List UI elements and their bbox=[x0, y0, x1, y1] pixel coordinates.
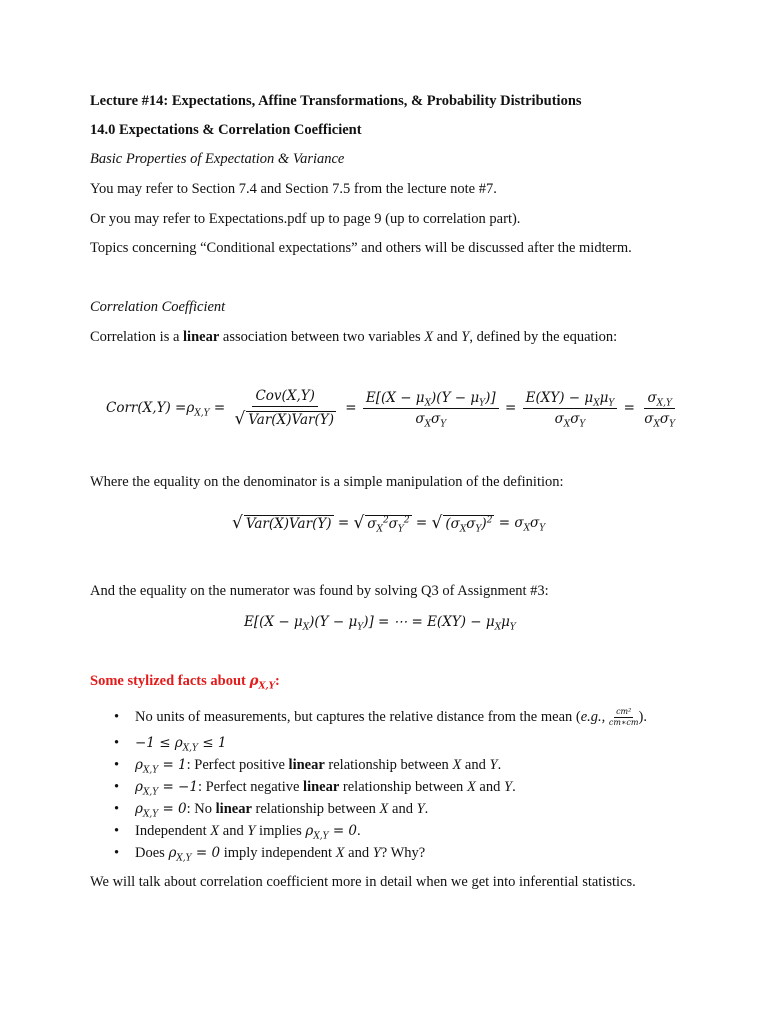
list-item bbox=[90, 702, 647, 732]
bullet-icon: • bbox=[114, 801, 120, 817]
implies-text: implies bbox=[255, 823, 306, 839]
subsection-title: Basic Properties of Expectation & Variance bbox=[90, 151, 345, 167]
relationship-text: relationship between bbox=[251, 801, 380, 817]
bullet-icon: • bbox=[114, 709, 120, 725]
variable-x: X bbox=[335, 845, 345, 861]
list-item: • Independent X and Y implies $\rho_{X,Y} = 0$. bbox=[90, 820, 647, 842]
definition-middle: association between two variables bbox=[219, 329, 425, 345]
facts-list bbox=[90, 702, 647, 864]
variable-y: Y bbox=[461, 329, 470, 345]
variable-y: Y bbox=[416, 801, 425, 817]
linear-bold: linear bbox=[215, 801, 252, 817]
definition-and: and bbox=[433, 329, 462, 345]
intro-line-1: You may refer to Section 7.4 and Section 7.5 from the lecture note #7. bbox=[90, 181, 497, 197]
list-item: • Does $\rho_{X,Y} = 0$ imply independent X and Y? Why? bbox=[90, 842, 647, 864]
and-text: and bbox=[388, 801, 417, 817]
definition-prefix: Correlation is a bbox=[90, 329, 184, 345]
positive-text: : Perfect positive bbox=[186, 757, 289, 773]
facts-heading-colon: : bbox=[275, 673, 280, 689]
variable-x: X bbox=[379, 801, 389, 817]
bullet-icon: • bbox=[114, 823, 120, 839]
why-text: ? Why? bbox=[380, 845, 426, 861]
intro-line-3: Topics concerning “Conditional expectations” and others will be discussed after the midterm. bbox=[90, 240, 632, 256]
bullet-icon: • bbox=[114, 757, 120, 773]
sigma-fraction: $\frac{\sigma_{X,Y}}{\sigma_X\sigma_Y}$ bbox=[644, 389, 676, 430]
numerator-equation: $E[(X - \mu_X)(Y - \mu_Y)]$ = ⋯ = $E(XY) - \mu_X\mu_Y$ bbox=[244, 614, 516, 633]
and-text: and bbox=[219, 823, 248, 839]
variable-x: X bbox=[424, 329, 434, 345]
linear-bold: linear bbox=[303, 779, 340, 795]
moment-fraction: $\frac{E(XY) - \mu_X\mu_Y}{\sigma_X\sigma_Y}$ bbox=[523, 390, 618, 427]
facts-heading: Some stylized facts about $\rho_{X,Y}$: bbox=[90, 673, 280, 692]
and-text: and bbox=[461, 757, 490, 773]
relationship-text: relationship between bbox=[324, 757, 453, 773]
list-item: • $\rho_{X,Y} = 0$: No linear relationship between X and Y. bbox=[90, 798, 647, 820]
correlation-equation: Corr ( X , Y ) = $\rho_{X,Y}$ = $\frac{\text{Cov(X,Y)}}{\text{√ Var(X)Var(Y)}}$ = $\frac{E[(X - \mu_X)(Y - \mu_Y)]}{\sigma_X\sigma_Y}$ = $\frac{E(XY) - \mu_X\mu_Y}{\sigma_X\sigma_Y}$ = $\frac{\sigma_{X,Y}}{\sigma_X\sigma_Y}$ bbox=[106, 383, 680, 433]
list-item: • $-1 \le \rho_{X,Y} \le 1$ bbox=[90, 732, 647, 754]
definition-suffix: , defined by the equation: bbox=[469, 329, 618, 345]
correlation-heading: Correlation Coefficient bbox=[90, 299, 226, 315]
units-numerator: cm² bbox=[616, 707, 632, 717]
closing-text: We will talk about correlation coefficient more in detail when we get into inferential statistics. bbox=[90, 874, 636, 890]
bullet-icon: • bbox=[114, 735, 120, 751]
does-text: Does bbox=[135, 845, 169, 861]
variable-y: Y bbox=[247, 823, 256, 839]
units-fraction bbox=[609, 707, 639, 728]
correlation-definition bbox=[90, 329, 617, 346]
and-text: and bbox=[475, 779, 504, 795]
variable-y: Y bbox=[503, 779, 513, 795]
and-text: and bbox=[344, 845, 373, 861]
variable-y: Y bbox=[489, 757, 498, 773]
variable-x: X bbox=[210, 823, 220, 839]
units-denominator: cm∗cm bbox=[608, 718, 639, 728]
variable-x: X bbox=[466, 779, 476, 795]
bullet-icon: • bbox=[114, 779, 120, 795]
units-eg: e.g., bbox=[580, 709, 606, 725]
numerator-note: And the equality on the numerator was found by solving Q3 of Assignment #3: bbox=[90, 583, 549, 599]
bullet-icon: • bbox=[114, 845, 120, 861]
variable-y: Y bbox=[372, 845, 381, 861]
negative-text: : Perfect negative bbox=[197, 779, 304, 795]
facts-heading-text: Some stylized facts about bbox=[90, 673, 250, 689]
list-item: • $\rho_{X,Y} = -1$: Perfect negative linear relationship between X and Y. bbox=[90, 776, 647, 798]
units-text: No units of measurements, but captures the relative distance from the mean ( bbox=[135, 709, 581, 725]
variable-x: X bbox=[452, 757, 462, 773]
lecture-title: Lecture #14: Expectations, Affine Transformations, & Probability Distributions bbox=[90, 93, 582, 109]
independent-text: Independent bbox=[135, 823, 211, 839]
relationship-text: relationship between bbox=[339, 779, 467, 795]
cov-fraction: $\frac{\text{Cov(X,Y)}}{\text{√ Var(X)Var(Y)}}$ bbox=[234, 387, 334, 429]
section-title: 14.0 Expectations & Correlation Coefficient bbox=[90, 122, 362, 138]
list-item: • $\rho_{X,Y} = 1$: Perfect positive linear relationship between X and Y. bbox=[90, 754, 647, 776]
units-close: ). bbox=[638, 709, 647, 725]
imply-text: imply independent bbox=[220, 845, 336, 861]
denominator-note: Where the equality on the denominator is a simple manipulation of the definition: bbox=[90, 474, 564, 490]
intro-line-2: Or you may refer to Expectations.pdf up to page 9 (up to correlation part). bbox=[90, 211, 521, 227]
expectation-fraction: $\frac{E[(X - \mu_X)(Y - \mu_Y)]}{\sigma_X\sigma_Y}$ bbox=[363, 390, 499, 427]
definition-linear: linear bbox=[183, 329, 220, 345]
linear-bold: linear bbox=[288, 757, 325, 773]
zero-text: : No bbox=[186, 801, 216, 817]
denominator-equation: √ Var(X)Var(Y) = √ $\sigma_X^2\sigma_Y^2$ = √ $(\sigma_X\sigma_Y)^2$ = $\sigma_X\sigma_Y$ bbox=[232, 513, 546, 535]
